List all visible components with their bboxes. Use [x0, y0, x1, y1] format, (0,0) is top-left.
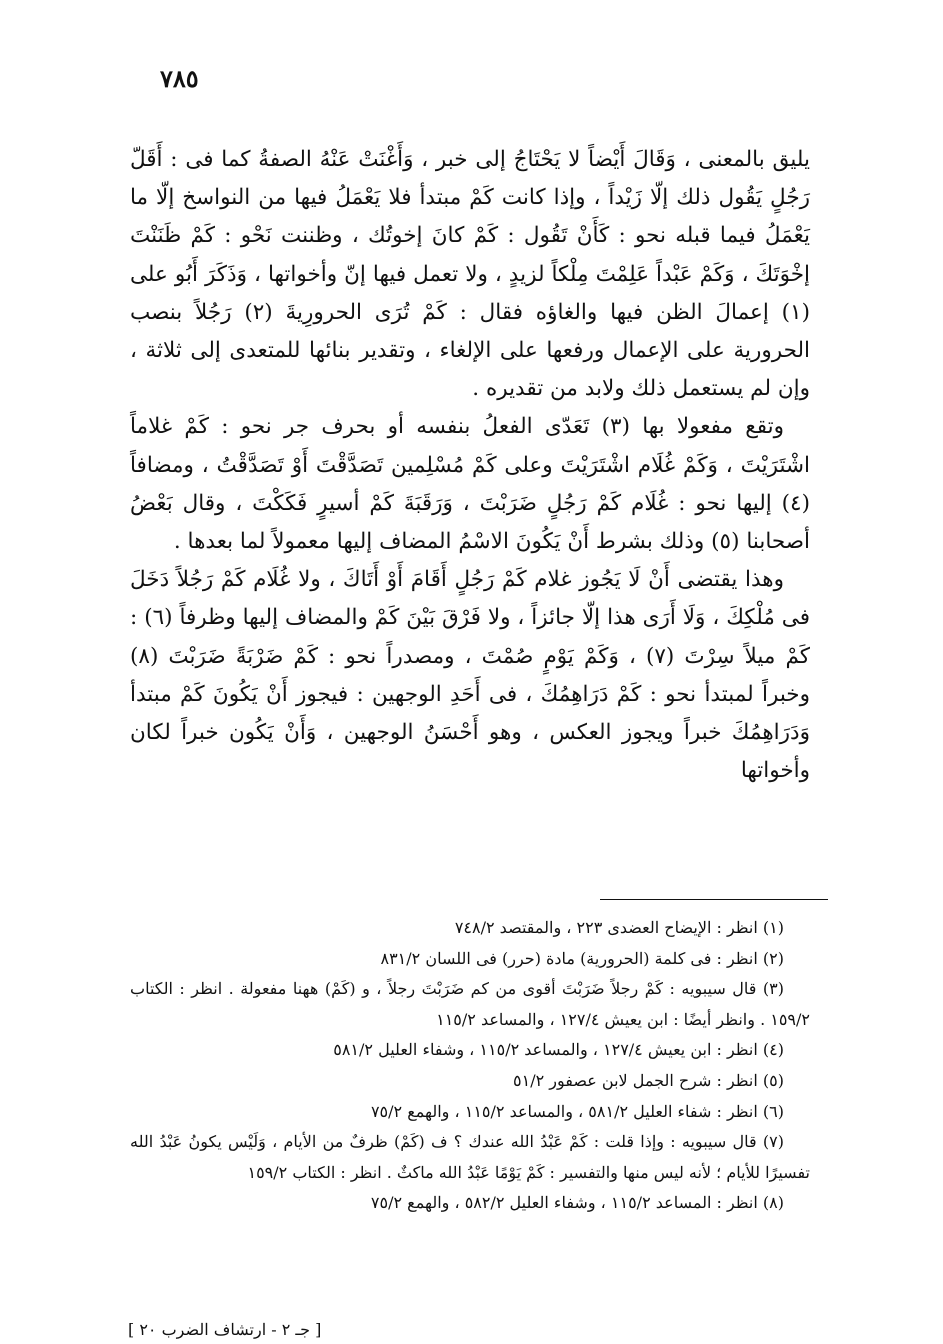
paragraph: وتقع مفعولا بها (٣) تَعَدّى الفعلُ بنفسه أو بحرف جر نحو : كَمْ غلاماً اشْتَرَيْتَ ، وَكَمْ غُلَام اشْتَرَيْتَ وعلى كَمْ مُسْلِمين تَصَدَّقْتَ أَوْ تَصَدَّقْتُ ، ومضافاً (٤) إليها نحو : غُلَام كَمْ رَجُلٍ ضَرَبْتَ ، وَرَقَبَةَ كَمْ أسيرٍ فَكَكْتَ ، وقال بَعْضُ أصحابنا (٥) وذلك بشرط أَنْ يَكُونَ الاسْمُ المضاف إليها معمولاً لما بعدها .: [130, 414, 810, 555]
running-footer: [ جـ ٢ - ارتشاف الضرب ٢٠ ]: [128, 1320, 322, 1339]
paragraph: يليق بالمعنى ، وَقَالَ أَيْضاً لا يَحْتَاجُ إلى خبر ، وَأَغْنَتْ عَنْهُ الصفةُ كما فى : أَقَلّ رَجُلٍ يَقُول ذلك إلّا زَيْداً ، وإذا كانت كَمْ مبتدأ فلا يَعْمَلُ فيها من النواسخ إلّا ما يَعْمَلُ فيما قبله نحو : كَأَنْ تَقُول : كَمْ كانَ إخوتُك ، وظننت نَحْو : كَمْ ظَنَنْتَ إخْوَتَكَ ، وَكَمْ عَبْداً عَلِمْتَ مِلْكاً لزيدٍ ، ولا تعمل فيها إنّ وأخواتها ، وَذَكَرَ أَبُو على (١) إعمالَ الظن فيها والغاؤه فقال : كَمْ تُرَى الحرورِيةَ (٢) رَجُلاً بنصب الحرورية على الإعمال ورفعها على الإلغاء ، وتقدير بنائها للمتعدى إلى ثلاثة ، وإن لم يستعمل ذلك ولابد من تقديره .: [130, 147, 810, 402]
footnote: (٧) قال سيبويه : وإذا قلت : كَمْ عَبْدُ الله عندك ؟ ف (كَمْ) ظرفٌ من الأيام ، وَلَيْس يكونُ عَبْدُ الله تفسيرًا للأيام ؛ لأنه ليس منها والتفسير : كَمْ يَوْمًا عَبْدُ الله ماكثٌ . انظر : الكتاب ١٥٩/٢: [130, 1132, 810, 1182]
main-text: [130, 141, 810, 790]
footnote: (١) انظر : الإيضاح العضدى ٢٢٣ ، والمقتصد ٧٤٨/٢: [454, 918, 784, 937]
footnote-divider: [600, 899, 828, 900]
footnote: (٨) انظر : المساعد ١١٥/٢ ، وشفاء العليل ٥٨٢/٢ ، والهمع ٧٥/٢: [370, 1193, 784, 1213]
footnote: (٦) انظر : شفاء العليل ٥٨١/٢ ، والمساعد ١١٥/٢ ، والهمع ٧٥/٢: [370, 1101, 784, 1121]
footnote: (٥) انظر : شرح الجمل لابن عصفور ٥١/٢: [513, 1070, 784, 1090]
footnotes: [130, 913, 810, 1219]
footnote: (٤) انظر : ابن يعيش ١٢٧/٤ ، والمساعد ١١٥/٢ ، وشفاء العليل ٥٨١/٢: [333, 1040, 784, 1060]
footnote: (٣) قال سيبويه : كَمْ رجلاً ضَرَبْتَ أقوى من كم ضَرَبْتَ رجلاً ، و (كَمْ) ههنا مفعولة . انظر : الكتاب ١٥٩/٢ . وانظر أيضًا : ابن يعيش ١٢٧/٤ ، والمساعد ١١٥/٢: [130, 979, 810, 1029]
page-number: ٧٨٥: [160, 64, 199, 93]
footnote: (٢) انظر : فى كلمة (الحرورية) مادة (حرر) فى اللسان ٨٣١/٢: [380, 948, 784, 968]
paragraph: وهذا يقتضى أَنْ لَا يَجُوز غلام كَمْ رَجُلٍ أَقَامَ أَوْ أَتَاكَ ، ولا غُلَام كَمْ رَجُلاً دَخَلَ فى مُلْكِكَ ، وَلَا أَرَى هذا إلّا جائزاً ، ولا فَرْقَ بَيْنَ كَمْ والمضاف إليها وظرفاً (٦) : كَمْ ميلاً سِرْتَ (٧) ، وَكَمْ يَوْمٍ صُمْتَ ، ومصدراً نحو : كَمْ ضَرْبَةً ضَرَبْتَ (٨) وخبراً لمبتدأ نحو : كَمْ دَرَاهِمُكَ ، فى أَحَدِ الوجهين : فيجوز أَنْ يَكُونَ كَمْ مبتدأ وَدَرَاهِمُكَ خبراً ويجوز العكس ، وهو أَحْسَنُ الوجهين ، وَأَنْ يَكُون خبراً لكان وأخواتها: [130, 567, 810, 784]
